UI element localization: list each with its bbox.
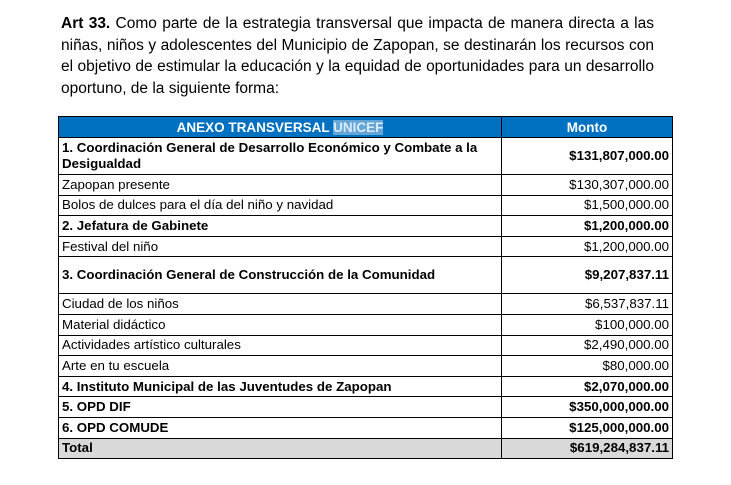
row-amount: $2,490,000.00 [502, 335, 673, 356]
row-amount: $131,807,000.00 [502, 138, 673, 175]
row-amount: $350,000,000.00 [502, 397, 673, 418]
row-amount: $125,000,000.00 [502, 417, 673, 438]
table-row [59, 335, 673, 356]
row-concept: 5. OPD DIF [59, 397, 502, 418]
table-row [59, 195, 673, 216]
row-amount: $80,000.00 [502, 356, 673, 377]
row-amount: $1,500,000.00 [502, 195, 673, 216]
row-concept: 3. Coordinación General de Construcción de la Comunidad [59, 257, 502, 294]
row-concept: 2. Jefatura de Gabinete [59, 216, 502, 237]
header-concept [59, 117, 502, 138]
article-paragraph [61, 13, 654, 99]
header-concept-prefix: ANEXO TRANSVERSAL [176, 119, 334, 135]
total-row [59, 438, 673, 459]
row-amount: $6,537,837.11 [502, 294, 673, 315]
table-row [59, 257, 673, 294]
row-concept: Bolos de dulces para el día del niño y navidad [59, 195, 502, 216]
total-amount: $619,284,837.11 [502, 438, 673, 459]
table-row [59, 294, 673, 315]
table-row [59, 236, 673, 257]
table-row [59, 397, 673, 418]
row-concept: Actividades artístico culturales [59, 335, 502, 356]
table-row [59, 356, 673, 377]
row-amount: $1,200,000.00 [502, 236, 673, 257]
row-amount: $100,000.00 [502, 314, 673, 335]
table-row [59, 216, 673, 237]
table-row [59, 138, 673, 175]
total-label: Total [59, 438, 502, 459]
table-row [59, 175, 673, 196]
annex-table [58, 116, 673, 459]
row-concept: 4. Instituto Municipal de las Juventudes de Zapopan [59, 376, 502, 397]
row-concept: 6. OPD COMUDE [59, 417, 502, 438]
table-header-row [59, 117, 673, 138]
row-amount: $1,200,000.00 [502, 216, 673, 237]
header-amount: Monto [502, 117, 673, 138]
row-amount: $2,070,000.00 [502, 376, 673, 397]
article-text: Como parte de la estrategia transversal que impacta de manera directa a las niñas, niños y adolescentes del Municipio de Zapopan, se destinarán los recursos con el objetivo de estimular la educación y la equidad de oportunidades para un desarrollo oportuno, de la siguiente forma: [61, 15, 654, 97]
table-row [59, 376, 673, 397]
header-concept-highlight: UNICEF [333, 119, 384, 135]
row-amount: $130,307,000.00 [502, 175, 673, 196]
row-concept: Arte en tu escuela [59, 356, 502, 377]
row-concept: Ciudad de los niños [59, 294, 502, 315]
row-concept: Zapopan presente [59, 175, 502, 196]
row-amount: $9,207,837.11 [502, 257, 673, 294]
table-row [59, 314, 673, 335]
row-concept: Material didáctico [59, 314, 502, 335]
row-concept: 1. Coordinación General de Desarrollo Económico y Combate a la Desigualdad [59, 138, 502, 175]
article-label: Art 33. [61, 15, 111, 32]
row-concept: Festival del niño [59, 236, 502, 257]
table-row [59, 417, 673, 438]
